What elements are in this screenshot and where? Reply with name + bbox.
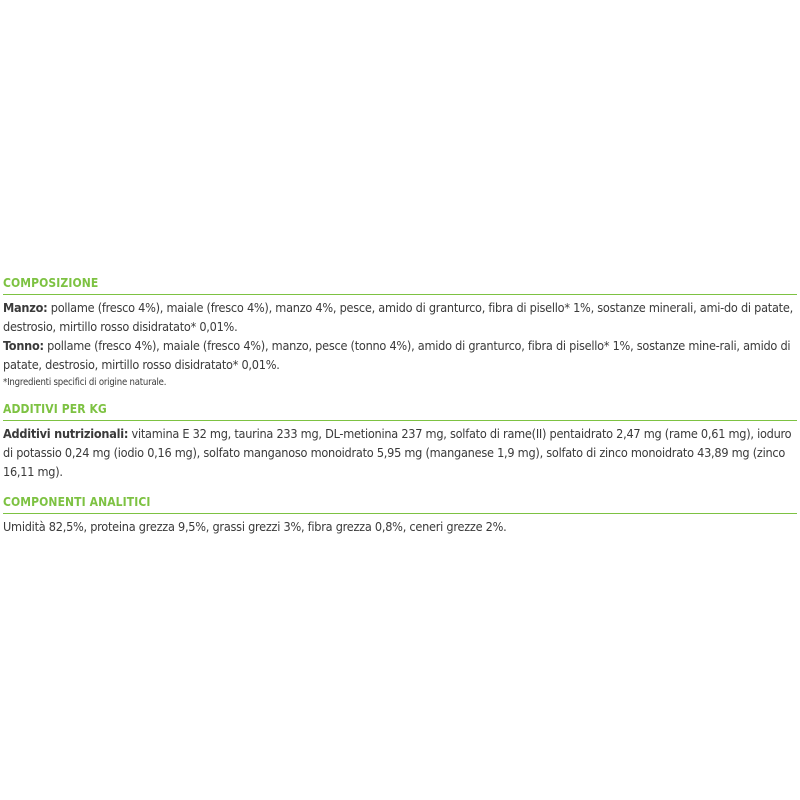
product-info-document [3, 276, 797, 536]
componenti-heading: COMPONENTI ANALITICI [3, 495, 797, 514]
ingredients-footnote: *Ingredienti specifici di origine naturale. [3, 377, 167, 388]
manzo-text: pollame (fresco 4%), maiale (fresco 4%), manzo 4%, pesce, amido di granturco, fibra di pisello* 1%, sostanze minerali, ami-do di patate, destrosio, mirtillo rosso disidratato* 0,01%. [3, 300, 793, 334]
additivi-paragraph [3, 424, 797, 481]
composizione-section [3, 276, 797, 390]
manzo-composition [3, 298, 797, 336]
tonno-text: pollame (fresco 4%), maiale (fresco 4%), manzo, pesce (tonno 4%), amido di granturco, fibra di pisello* 1%, sostanze mine-rali, amido di patate, destrosio, mirtillo rosso disidratato* 0,01%. [3, 338, 791, 372]
additivi-section [3, 402, 797, 481]
composizione-heading: COMPOSIZIONE [3, 276, 797, 295]
additivi-text: vitamina E 32 mg, taurina 233 mg, DL-metionina 237 mg, solfato di rame(II) pentaidrato 2,47 mg (rame 0,61 mg), ioduro di potassio 0,24 mg (iodio 0,16 mg), solfato manganoso monoidrato 5,95 mg (manganese 1,9 mg), solfato di zinco monoidrato 43,89 mg (zinco 16,11 mg). [3, 426, 792, 479]
tonno-label: Tonno: [3, 338, 44, 353]
additivi-label: Additivi nutrizionali: [3, 426, 129, 441]
additivi-heading: ADDITIVI PER KG [3, 402, 797, 421]
componenti-section [3, 495, 797, 536]
manzo-label: Manzo: [3, 300, 48, 315]
componenti-paragraph: Umidità 82,5%, proteina grezza 9,5%, grassi grezzi 3%, fibra grezza 0,8%, ceneri grezze 2%. [3, 519, 507, 534]
tonno-composition [3, 336, 797, 374]
